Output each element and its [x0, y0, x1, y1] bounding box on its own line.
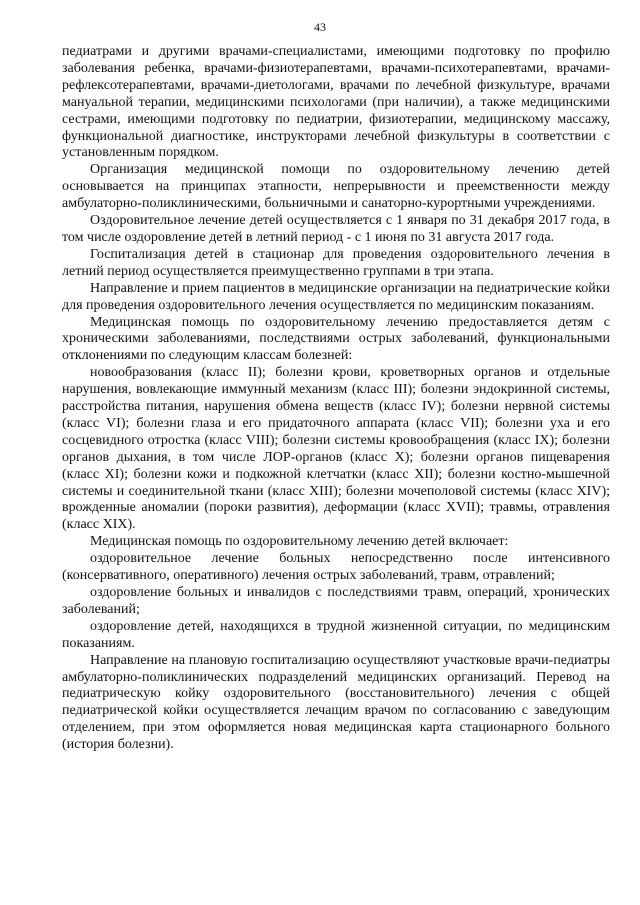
paragraph-12: Направление на плановую госпитализацию осуществляют участковые врачи-педиатры амбулаторно-поликлинических подразделений медицинских организаций. Перевод на педиатрическую койку оздоровительного (восстановительного) лечения с общей педиатрической койки осуществляется лечащим врачом по согласованию с заведующим отделением, при этом оформляется новая медицинская карта стационарного больного (история болезни). [62, 652, 610, 753]
paragraph-10: оздоровление больных и инвалидов с последствиями травм, операций, хронических заболеваний; [62, 585, 610, 617]
page-number: 43 [314, 20, 326, 34]
paragraph-1: педиатрами и другими врачами-специалистами, имеющими подготовку по профилю заболевания ребенка, врачами-физиотерапевтами, врачами-психотерапевтами, врачами-рефлексотерапевтами, врачами-диетологами, врачами по лечебной физкультуре, врачами мануальной терапии, медицинскими психологами (при наличии), а также медицинскими сестрами, имеющими подготовку по педиатрии, физиотерапии, медицинскому массажу, функциональной диагностике, инструкторами лечебной физкультуры в соответствии с установленным порядком. [62, 44, 610, 161]
paragraph-9: оздоровительное лечение больных непосредственно после интенсивного (консервативного, оперативного) лечения острых заболеваний, травм, отравлений; [62, 551, 610, 584]
paragraph-2: Организация медицинской помощи по оздоровительному лечению детей основывается на принципах этапности, непрерывности и преемственности между амбулаторно-поликлиническими, больничными и санаторно-курортными учреждениями. [62, 162, 610, 212]
paragraph-5: Направление и прием пациентов в медицинские организации на педиатрические койки для проведения оздоровительного лечения осуществляется по медицинским показаниям. [62, 280, 610, 313]
paragraph-11: оздоровление детей, находящихся в трудной жизненной ситуации, по медицинским показаниям. [62, 618, 610, 651]
paragraph-8: Медицинская помощь по оздоровительному лечению детей включает: [90, 534, 509, 550]
paragraph-6: Медицинская помощь по оздоровительному лечению предоставляется детям с хроническими заболеваниями, последствиями острых заболеваний, функциональными отклонениями по следующим классам болезней: [62, 314, 610, 364]
paragraph-3: Оздоровительное лечение детей осуществляется с 1 января по 31 декабря 2017 года, в том числе оздоровление детей в летний период - с 1 июня по 31 августа 2017 года. [62, 213, 610, 245]
paragraph-4: Госпитализация детей в стационар для проведения оздоровительного лечения в летний период осуществляется преимущественно группами в три этапа. [62, 246, 610, 279]
document-body [62, 44, 610, 754]
paragraph-7: новообразования (класс II); болезни крови, кроветворных органов и отдельные нарушения, вовлекающие иммунный механизм (класс III); болезни эндокринной системы, расстройства питания, нарушения обмена веществ (класс IV); болезни нервной системы (класс VI); болезни глаза и его придаточного аппарата (класс VII); болезни уха и его сосцевидного отростка (класс VIII); болезни системы кровообращения (класс IX); болезни органов дыхания, в том числе ЛОР-органов (класс X); болезни органов пищеварения (класс XI); болезни кожи и подкожной клетчатки (класс XII); болезни костно-мышечной системы и соединительной ткани (класс XIII); болезни мочеполовой системы (класс XIV); врожденные аномалии (пороки развития), деформации (класс XVII); травмы, отравления (класс XIX). [62, 365, 610, 533]
